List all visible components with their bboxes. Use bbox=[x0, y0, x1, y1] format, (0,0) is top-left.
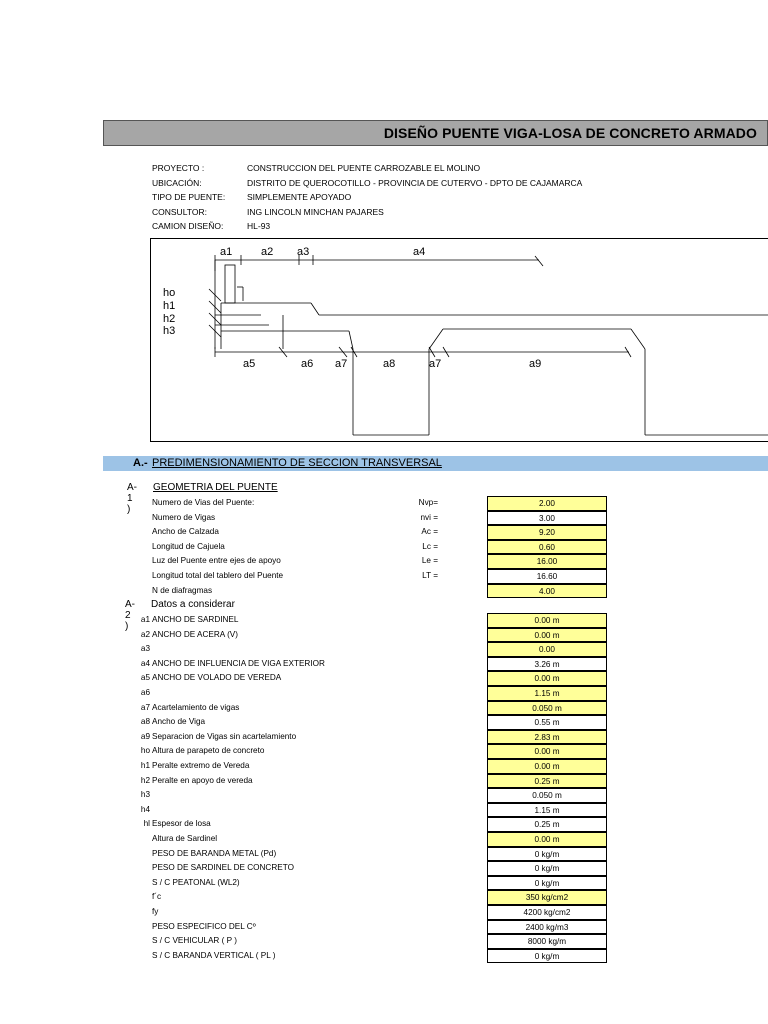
label-h3: h3 bbox=[163, 325, 176, 337]
data-code: a3 bbox=[140, 644, 150, 654]
header-value: CONSTRUCCION DEL PUENTE CARROZABLE EL MOLINO bbox=[247, 163, 481, 173]
header-value: ING LINCOLN MINCHAN PAJARES bbox=[247, 206, 384, 217]
label-a7-left: a7 bbox=[335, 358, 348, 370]
section-a-title: PREDIMENSIONAMIENTO DE SECCION TRANSVERSAL bbox=[152, 457, 442, 469]
data-row bbox=[130, 701, 607, 716]
header-value: DISTRITO DE QUEROCOTILLO - PROVINCIA DE CUTERVO - DPTO DE CAJAMARCA bbox=[247, 177, 583, 188]
geometry-value-cell: 2.00 bbox=[487, 496, 607, 511]
data-code: a8 bbox=[140, 717, 150, 727]
data-code: h2 bbox=[140, 775, 150, 785]
header-key: CAMION DISEÑO: bbox=[152, 221, 224, 231]
data-value-cell: 0 kg/m bbox=[487, 949, 607, 964]
data-value-cell: 0.00 m bbox=[487, 671, 607, 686]
data-row bbox=[130, 934, 607, 949]
geometry-symbol: Ac = bbox=[421, 527, 438, 537]
data-row bbox=[130, 613, 607, 628]
data-label: S / C PEATONAL (WL2) bbox=[152, 877, 240, 887]
data-code: a7 bbox=[140, 702, 150, 712]
data-label: S / C VEHICULAR ( P ) bbox=[152, 936, 237, 946]
data-row bbox=[130, 759, 607, 774]
data-code: a4 bbox=[140, 658, 150, 668]
data-row bbox=[130, 847, 607, 862]
geometry-value-cell: 16.00 bbox=[487, 554, 607, 569]
data-row bbox=[130, 949, 607, 964]
data-code: h3 bbox=[140, 790, 150, 800]
data-value-cell: 2.83 m bbox=[487, 730, 607, 745]
header-key: UBICACIÓN: bbox=[152, 177, 202, 188]
data-label: S / C BARANDA VERTICAL ( PL ) bbox=[152, 950, 276, 960]
data-row bbox=[130, 890, 607, 905]
data-label: ANCHO DE INFLUENCIA DE VIGA EXTERIOR bbox=[152, 658, 325, 668]
data-row bbox=[130, 920, 607, 935]
data-row bbox=[130, 642, 607, 657]
data-value-cell: 3.26 m bbox=[487, 657, 607, 672]
section-a-bar bbox=[103, 456, 768, 471]
data-row bbox=[130, 715, 607, 730]
data-value-cell: 2400 kg/m3 bbox=[487, 920, 607, 935]
geometry-symbol: Lc = bbox=[422, 541, 438, 551]
geometry-row bbox=[130, 540, 607, 555]
data-value-cell: 0.25 m bbox=[487, 817, 607, 832]
data-row bbox=[130, 686, 607, 701]
data-value-cell: 8000 kg/m bbox=[487, 934, 607, 949]
data-label: Altura de Sardinel bbox=[152, 834, 218, 843]
data-code: ho bbox=[140, 746, 150, 756]
label-h2: h2 bbox=[163, 313, 176, 325]
data-label: ANCHO DE VOLADO DE VEREDA bbox=[152, 673, 282, 683]
geometry-symbol: Nvp= bbox=[418, 498, 438, 507]
data-label: Acartelamiento de vigas bbox=[152, 702, 240, 712]
subsection-a2-number: A-2 ) bbox=[125, 599, 135, 632]
data-code: a1 bbox=[140, 615, 150, 624]
label-a3: a3 bbox=[297, 246, 310, 258]
data-row bbox=[130, 671, 607, 686]
data-label: Separacion de Vigas sin acartelamiento bbox=[152, 731, 297, 741]
data-value-cell: 0.00 bbox=[487, 642, 607, 657]
cross-section-diagram bbox=[150, 238, 768, 442]
data-code: h4 bbox=[140, 804, 150, 814]
data-row bbox=[130, 817, 607, 832]
geometry-row bbox=[130, 569, 607, 584]
geometry-row bbox=[130, 525, 607, 540]
geometry-row bbox=[130, 496, 607, 511]
data-label: Altura de parapeto de concreto bbox=[152, 746, 265, 756]
label-a2: a2 bbox=[261, 246, 274, 258]
geometry-value-cell: 16.60 bbox=[487, 569, 607, 584]
data-row bbox=[130, 628, 607, 643]
geometry-label: Ancho de Calzada bbox=[152, 527, 219, 537]
data-value-cell: 350 kg/cm2 bbox=[487, 890, 607, 905]
label-a5: a5 bbox=[243, 358, 256, 370]
data-value-cell: 1.15 m bbox=[487, 803, 607, 818]
data-row bbox=[130, 861, 607, 876]
label-a6: a6 bbox=[301, 358, 314, 370]
data-value-cell: 0 kg/m bbox=[487, 847, 607, 862]
data-value-cell: 1.15 m bbox=[487, 686, 607, 701]
geometry-value-cell: 9.20 bbox=[487, 525, 607, 540]
label-a9: a9 bbox=[529, 358, 542, 370]
data-row bbox=[130, 788, 607, 803]
page-title: DISEÑO PUENTE VIGA-LOSA DE CONCRETO ARMADO bbox=[383, 125, 757, 141]
data-value-cell: 0.050 m bbox=[487, 701, 607, 716]
geometry-label: N de diafragmas bbox=[152, 585, 213, 595]
data-label: PESO DE SARDINEL DE CONCRETO bbox=[152, 863, 294, 873]
data-value-cell: 4200 kg/cm2 bbox=[487, 905, 607, 920]
header-key: PROYECTO : bbox=[152, 163, 205, 173]
data-code: hl bbox=[143, 819, 150, 829]
data-code: a9 bbox=[140, 731, 150, 741]
cross-section-svg bbox=[151, 239, 768, 442]
geometry-value-cell: 3.00 bbox=[487, 511, 607, 526]
title-bar bbox=[103, 120, 768, 146]
data-row bbox=[130, 774, 607, 789]
data-label: ANCHO DE ACERA (V) bbox=[152, 629, 238, 639]
label-a1: a1 bbox=[220, 246, 233, 258]
data-code: a6 bbox=[140, 688, 150, 697]
label-ho: ho bbox=[163, 287, 176, 299]
data-value-cell: 0.00 m bbox=[487, 744, 607, 759]
geometry-label: Numero de Vigas bbox=[152, 512, 216, 522]
data-value-cell: 0.00 m bbox=[487, 628, 607, 643]
label-a7-right: a7 bbox=[429, 358, 442, 370]
geometry-row bbox=[130, 584, 607, 599]
data-label: Espesor de losa bbox=[152, 819, 211, 829]
data-code: h1 bbox=[140, 761, 150, 770]
data-value-cell: 0 kg/m bbox=[487, 861, 607, 876]
label-a8: a8 bbox=[383, 358, 396, 370]
data-value-cell: 0.00 m bbox=[487, 759, 607, 774]
header-key: TIPO DE PUENTE: bbox=[152, 192, 226, 202]
label-h1: h1 bbox=[163, 300, 176, 312]
data-row bbox=[130, 876, 607, 891]
data-label: Peralte en apoyo de vereda bbox=[152, 775, 253, 785]
geometry-label: Numero de Vias del Puente: bbox=[152, 498, 255, 507]
geometry-value-cell: 4.00 bbox=[487, 584, 607, 599]
header-value: HL-93 bbox=[247, 221, 271, 231]
data-value-cell: 0 kg/m bbox=[487, 876, 607, 891]
geometry-label: Longitud de Cajuela bbox=[152, 541, 225, 551]
data-row bbox=[130, 730, 607, 745]
data-row bbox=[130, 657, 607, 672]
data-label: PESO DE BARANDA METAL (Pd) bbox=[152, 848, 277, 858]
data-label: f´c bbox=[152, 892, 162, 902]
geometry-label: Luz del Puente entre ejes de apoyo bbox=[152, 556, 281, 566]
data-code: a2 bbox=[140, 629, 150, 639]
data-value-cell: 0.00 m bbox=[487, 613, 607, 628]
label-a4: a4 bbox=[413, 246, 426, 258]
subsection-a1-number: A-1 ) bbox=[127, 482, 137, 515]
subsection-a2-title: Datos a considerar bbox=[151, 599, 235, 610]
geometry-row bbox=[130, 511, 607, 526]
data-value-cell: 0.00 m bbox=[487, 832, 607, 847]
subsection-a1-title: GEOMETRIA DEL PUENTE bbox=[153, 482, 278, 493]
data-row bbox=[130, 832, 607, 847]
geometry-symbol: Le = bbox=[421, 556, 438, 566]
data-value-cell: 0.050 m bbox=[487, 788, 607, 803]
header-value: SIMPLEMENTE APOYADO bbox=[247, 192, 352, 202]
data-row bbox=[130, 803, 607, 818]
geometry-symbol: LT = bbox=[422, 571, 438, 580]
data-value-cell: 0.25 m bbox=[487, 774, 607, 789]
data-row bbox=[130, 744, 607, 759]
data-code: a5 bbox=[140, 673, 150, 683]
section-a-prefix: A.- bbox=[133, 457, 148, 469]
data-value-cell: 0.55 m bbox=[487, 715, 607, 730]
geometry-symbol: nvi = bbox=[420, 512, 438, 522]
geometry-row bbox=[130, 554, 607, 569]
data-label: Peralte extremo de Vereda bbox=[152, 761, 250, 770]
data-label: Ancho de Viga bbox=[152, 717, 206, 727]
data-label: PESO ESPECIFICO DEL Cº bbox=[152, 921, 256, 931]
data-label: fy bbox=[152, 907, 159, 916]
data-label: ANCHO DE SARDINEL bbox=[152, 615, 239, 624]
header-key: CONSULTOR: bbox=[152, 206, 207, 217]
geometry-label: Longitud total del tablero del Puente bbox=[152, 571, 284, 580]
data-row bbox=[130, 905, 607, 920]
geometry-value-cell: 0.60 bbox=[487, 540, 607, 555]
